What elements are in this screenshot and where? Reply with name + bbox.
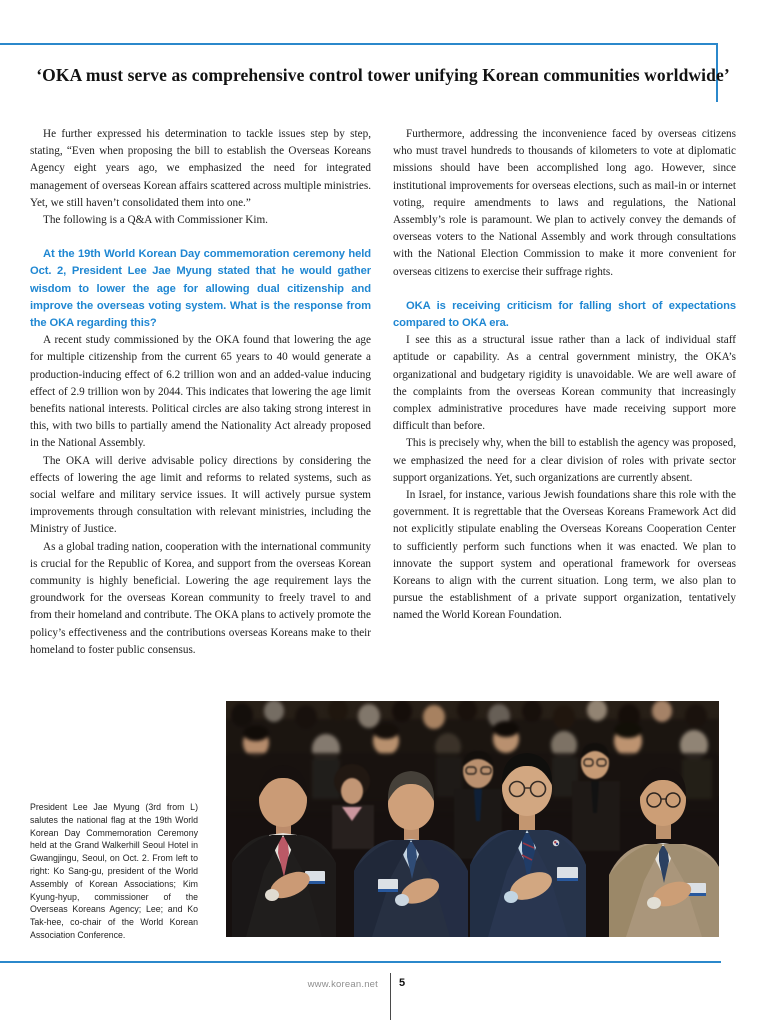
article-column-left <box>30 126 371 659</box>
question-heading: OKA is receiving criticism for falling short of expectations compared to OKA era. <box>393 299 736 330</box>
paragraph: He further expressed his determination to tackle issues step by step, stating, “Even when proposing the bill to establish the Overseas Koreans Agency eight years ago, we emphasized the need for integrated management of overseas Korean affairs scattered across multiple ministries. Yet, we still haven’t consolidated them into one.” <box>30 128 371 209</box>
paragraph: I see this as a structural issue rather than a lack of individual staff aptitude or capability. As a central government ministry, the OKA’s organizational and budgetary rigidity is unavoidable. We are well aware of the complaints from the overseas Korean community that increasingly complex administrative procedures have made receiving support more difficult than before. <box>393 334 736 433</box>
page-title: ‘OKA must serve as comprehensive control tower unifying Korean communities worldwide’ <box>36 64 730 85</box>
footer-rule <box>0 961 721 963</box>
page-number: 5 <box>399 977 406 989</box>
paragraph: As a global trading nation, cooperation with the international community is crucial for the Republic of Korea, and support from the overseas Korean community is highly beneficial. Lowering the age requirement lays the groundwork for the overseas Korean community to freely travel to and from their homeland and contribute. The OKA plans to actively promote the policy’s effectiveness and the contributions overseas Koreans make to their homeland to foster public consensus. <box>30 540 371 656</box>
question-heading: At the 19th World Korean Day commemoration ceremony held Oct. 2, President Lee Jae Myung stated that he would gather wisdom to lower the age for allowing dual citizenship and improve the overseas voting system. What is the response from the OKA regarding this? <box>30 248 371 330</box>
ceremony-photo <box>226 701 719 937</box>
paragraph: A recent study commissioned by the OKA found that lowering the age for multiple citizenship from the current 65 years to 40 would generate a production-inducing effect of 6.2 trillion won and an added-value inducing effect of 2.9 trillion won by 2044. This indicates that lowering the age limit benefits national interests. Political circles are also taking strong interest in this, with two bills to partially amend the Nationality Act already proposed in the National Assembly. <box>30 334 371 450</box>
article-body <box>30 126 736 659</box>
footer-site-url: www.korean.net <box>307 979 378 990</box>
article-column-right <box>393 126 736 659</box>
paragraph: Furthermore, addressing the inconvenience faced by overseas citizens who must travel hundreds to thousands of kilometers to vote at diplomatic missions should have been accomplished long ago. However, since institutional improvements for overseas elections, such as mail-in or internet voting, require amendments to laws and regulations, the National Assembly’s role is paramount. We plan to actively convey the demands of overseas voters to the National Assembly and work through consultations with the National Election Commission to make it more convenient for overseas citizens to exercise their suffrage rights. <box>393 128 736 278</box>
footer-divider <box>390 973 391 1020</box>
paragraph: This is precisely why, when the bill to establish the agency was proposed, we emphasized the need for a clear division of roles with private sector support organizations. Yet, such organizations are currently absent. <box>393 437 736 484</box>
paragraph: In Israel, for instance, various Jewish foundations share this role with the government. It is regrettable that the Overseas Koreans Framework Act did not explicitly stipulate enabling the Overseas Koreans Cooperation Center to sufficiently perform such functions when it was enacted. We plan to innovate the support system and operational framework for overseas Koreans to align with the current situation. Long term, we also plan to pursue the establishment of a private support organization, tentatively named the World Korean Foundation. <box>393 489 736 622</box>
paragraph: The OKA will derive advisable policy directions by considering the effects of lowering the age limit and reforms to related systems, such as social welfare and military service issues. It will actively pursue system improvements through consultation with relevant ministries, including the Ministry of Justice. <box>30 454 371 536</box>
photo-caption: President Lee Jae Myung (3rd from L) salutes the national flag at the 19th World Korean Day Commemoration Ceremony held at the Grand Walkerhill Seoul Hotel in Gwangjingu, Seoul, on Oct. 2. From left to right: Ko Sang-gu, president of the World Assembly of Korean Associations; Kim Kyung-hyup, commissioner of the Overseas Koreans Agency; Lee; and Ko Tak-hee, co-chair of the World Korean Association Conference. <box>30 802 198 940</box>
paragraph: The following is a Q&A with Commissioner Kim. <box>43 214 268 227</box>
